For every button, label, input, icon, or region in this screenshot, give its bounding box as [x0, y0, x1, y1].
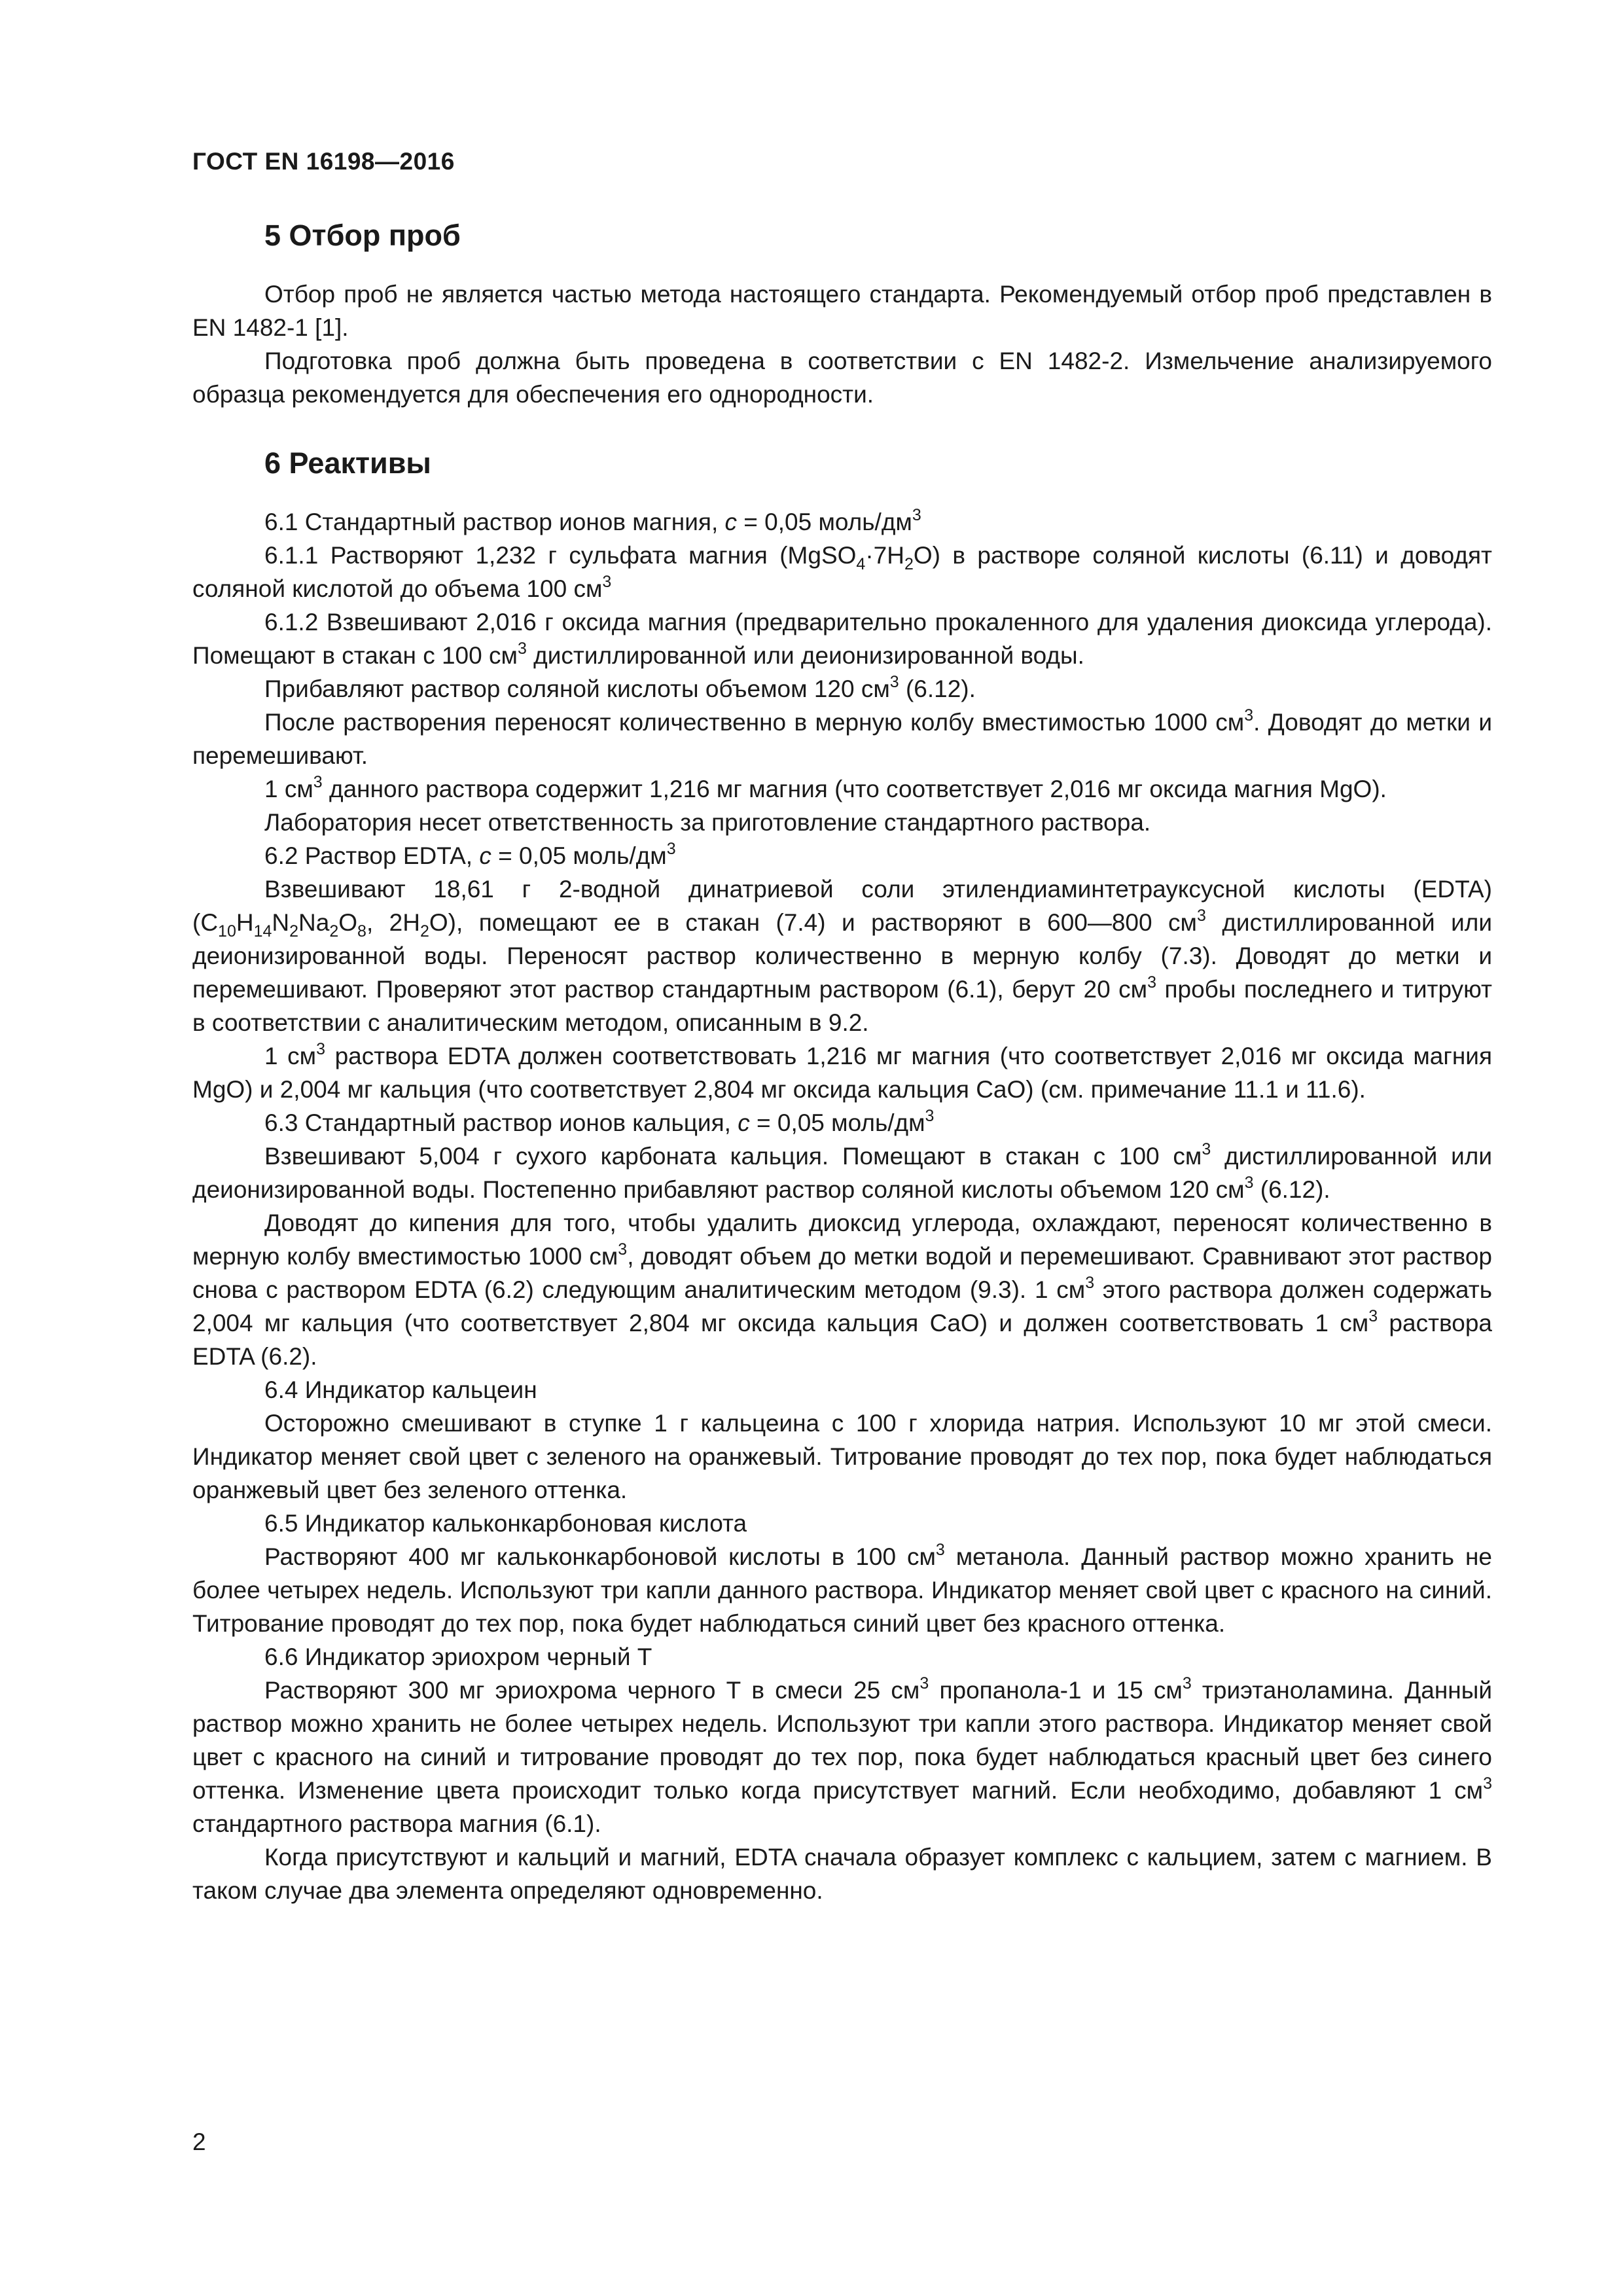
- clause-6-4-heading: 6.4 Индикатор кальцеин: [264, 1376, 537, 1403]
- clause-6-5-heading: 6.5 Индикатор кальконкарбоновая кислота: [264, 1510, 747, 1537]
- paragraph-edta-prep: Взвешивают 18,61 г 2-водной динатриевой соли этилендиаминтетрауксусной кислоты (EDTA) ($C_{10}H_{14}N_2Na_2O_8$, $2H_2O$), помещают ее в стакан (7.4) и растворяют в 600—800 $см^3$ дистиллированной или деионизированной воды. Переносят раствор количественно в мерную колбу (7.3). Доводят до метки и перемешивают. Проверяют этот раствор стандартным раствором (6.1), берут 20 $см^3$ пробы последнего и титруют в соответствии с аналитическим методом, описанным в 9.2.: [192, 876, 1493, 1036]
- paragraph-final-note: Когда присутствуют и кальций и магний, EDTA сначала образует комплекс с кальцием, затем с магнием. В таком случае два элемента определяют одновременно.: [192, 1844, 1492, 1904]
- clause-6-1-1: 6.1.1 Растворяют 1,232 г сульфата магния $(MgSO_4\cdot 7H_2O)$ в растворе соляной кислоты (6.11) и доводят соляной кислотой до объема 100 $см^3$: [192, 542, 1493, 602]
- section-5-paragraph-1: Отбор проб не является частью метода настоящего стандарта. Рекомендуемый отбор проб представлен в EN 1482-1 [1].: [192, 281, 1492, 341]
- paragraph-add-acid: Прибавляют раствор соляной кислоты объемом 120 $см^3$ (6.12).: [264, 673, 976, 702]
- paragraph-eriochrome: Растворяют 300 мг эриохрома черного Т в смеси 25 $см^3$ пропанола-1 и 15 $см^3$ триэтаноламина. Данный раствор можно хранить не более четырех недель. Используют три капли этого раствора. Индикатор меняет свой цвет с красного на синий и титрование проводят до тех пор, пока будет наблюдаться красный цвет без синего оттенка. Изменение цвета происходит только когда присутствует магний. Если необходимо, добавляют 1 $см^3$ стандартного раствора магния (6.1).: [192, 1674, 1493, 1837]
- paragraph-lab-responsibility: Лаборатория несет ответственность за приготовление стандартного раствора.: [264, 809, 1151, 836]
- clause-6-1-heading: 6.1 Стандартный раствор ионов магния, c = 0,05 моль/$дм^3$: [264, 506, 921, 535]
- section-6-heading: 6 Реактивы: [264, 446, 431, 480]
- paragraph-calcein: Осторожно смешивают в ступке 1 г кальцеина с 100 г хлорида натрия. Используют 10 мг этой смеси. Индикатор меняет свой цвет с зеленого на оранжевый. Титрование проводят до тех пор, пока будет наблюдаться оранжевый цвет без зеленого оттенка.: [192, 1410, 1492, 1503]
- paragraph-calcium-prep: Взвешивают 5,004 г сухого карбоната кальция. Помещают в стакан с 100 $см^3$ дистиллированной или деионизированной воды. Постепенно прибавляют раствор соляной кислоты объемом 120 $см^3$ (6.12).: [192, 1140, 1492, 1203]
- paragraph-dissolve: После растворения переносят количественно в мерную колбу вместимостью 1000 $см^3$. Доводят до метки и перемешивают.: [192, 706, 1492, 769]
- page-number: 2: [192, 2128, 206, 2155]
- clause-6-2-heading: 6.2 Раствор EDTA, c = 0,05 моль/$дм^3$: [264, 840, 676, 869]
- section-5-heading: 5 Отбор проб: [264, 219, 461, 252]
- section-5-paragraph-2: Подготовка проб должна быть проведена в соответствии с EN 1482-2. Измельчение анализируемого образца рекомендуется для обеспечения его однородности.: [192, 348, 1492, 408]
- clause-6-1-2: 6.1.2 Взвешивают 2,016 г оксида магния (предварительно прокаленного для удаления диоксида углерода). Помещают в стакан с 100 $см^3$ дистиллированной или деионизированной воды.: [192, 609, 1492, 669]
- clause-6-3-heading: 6.3 Стандартный раствор ионов кальция, c = 0,05 моль/$дм^3$: [264, 1107, 935, 1136]
- document-header: ГОСТ EN 16198—2016: [192, 148, 455, 175]
- document-body: [192, 216, 1492, 1907]
- clause-6-6-heading: 6.6 Индикатор эриохром черный Т: [264, 1643, 652, 1670]
- paragraph-boil: Доводят до кипения для того, чтобы удалить диоксид углерода, охлаждают, переносят количественно в мерную колбу вместимостью 1000 $см^3$, доводят объем до метки водой и перемешивают. Сравнивают этот раствор снова с раствором EDTA (6.2) следующим аналитическим методом (9.3). 1 $см^3$ этого раствора должен содержать 2,004 мг кальция (что соответствует 2,804 мг оксида кальция CaO) и должен соответствовать 1 $см^3$ раствора EDTA (6.2).: [192, 1210, 1493, 1370]
- paragraph-mg-content: 1 $см^3$ данного раствора содержит 1,216 мг магния (что соответствует 2,016 мг оксида магния MgO).: [264, 773, 1387, 802]
- paragraph-calcon: Растворяют 400 мг кальконкарбоновой кислоты в 100 $см^3$ метанола. Данный раствор можно хранить не более четырех недель. Используют три капли данного раствора. Индикатор меняет свой цвет с красного на синий. Титрование проводят до тех пор, пока будет наблюдаться синий цвет без красного оттенка.: [192, 1541, 1492, 1637]
- paragraph-edta-equivalence: 1 $см^3$ раствора EDTA должен соответствовать 1,216 мг магния (что соответствует 2,016 мг оксида магния MgO) и 2,004 мг кальция (что соответствует 2,804 мг оксида кальция CaO) (см. примечание 11.1 и 11.6).: [192, 1040, 1493, 1103]
